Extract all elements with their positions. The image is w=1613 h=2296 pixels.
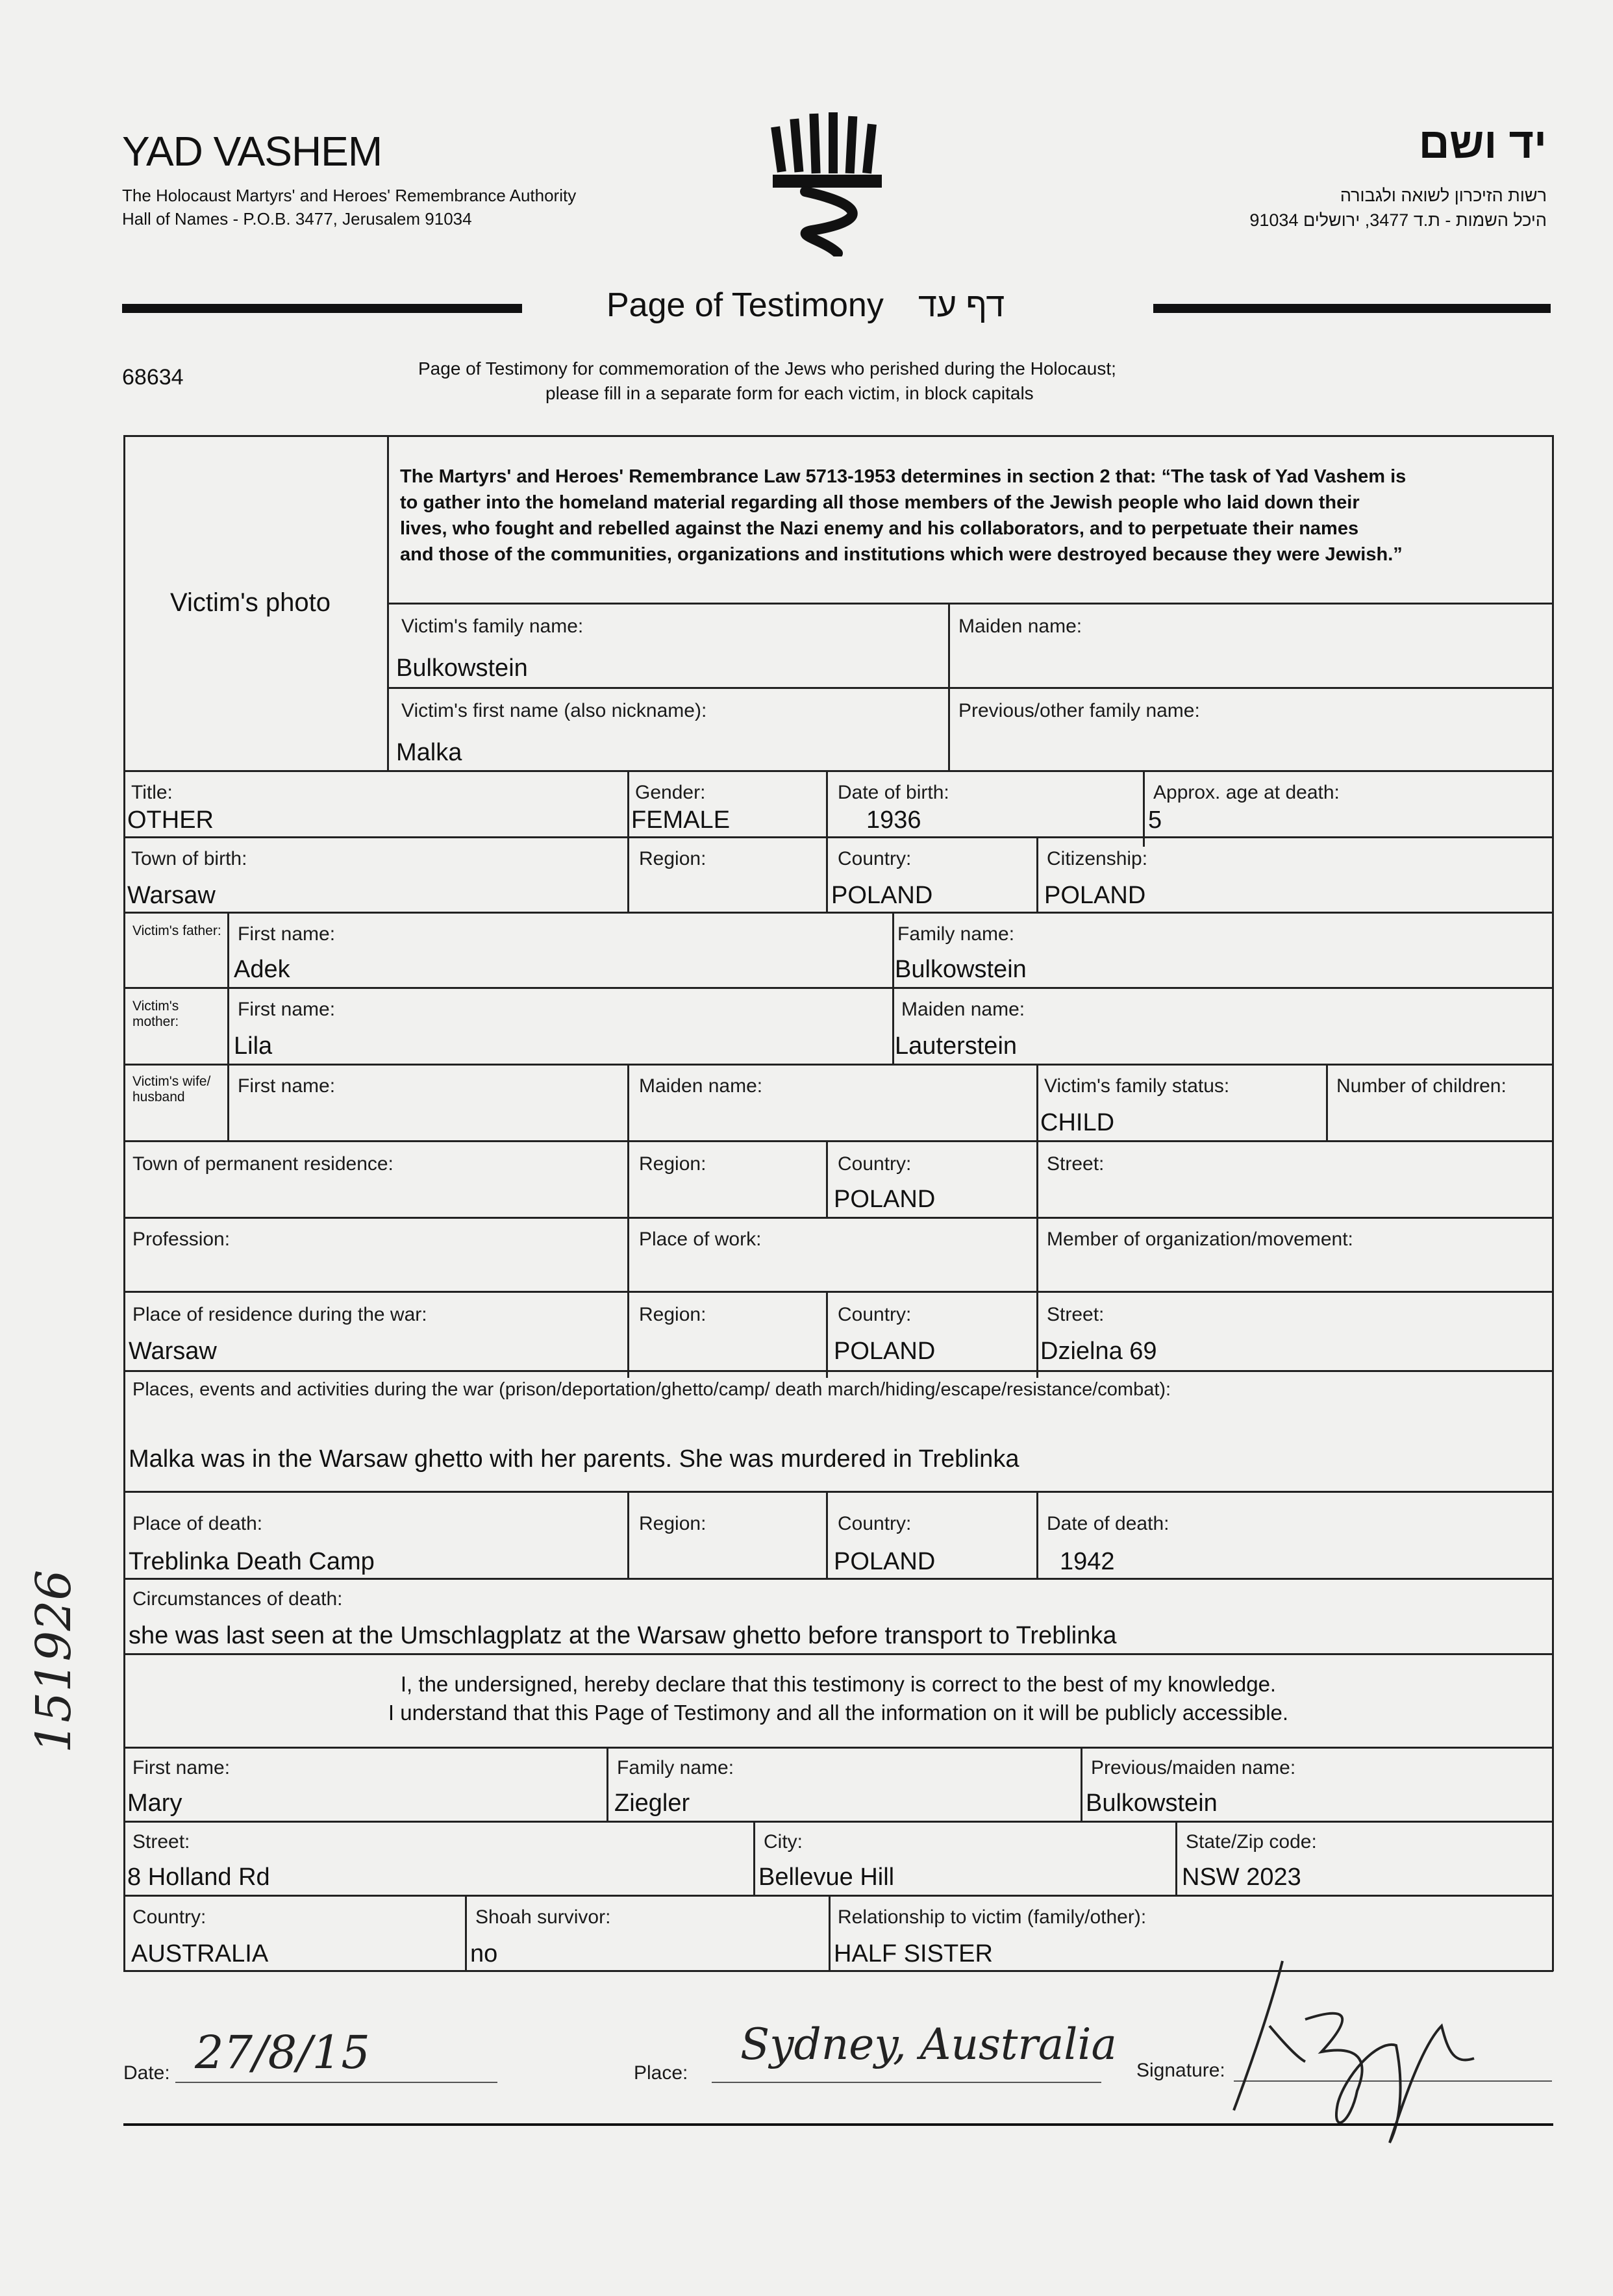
place-of-work-label: Place of work:: [639, 1229, 762, 1250]
war-street-label: Street:: [1047, 1304, 1105, 1325]
form-title: Page of Testimony: [606, 286, 884, 324]
father-first-name[interactable]: Adek: [234, 956, 290, 983]
birth-country-label: Country:: [838, 848, 912, 869]
relationship-label: Relationship to victim (family/other):: [838, 1906, 1147, 1928]
war-country-value[interactable]: POLAND: [834, 1338, 936, 1365]
org-name: YAD VASHEM: [122, 128, 382, 175]
submitter-street-label: Street:: [132, 1831, 190, 1853]
age-at-death-label: Approx. age at death:: [1153, 782, 1340, 803]
war-events-value[interactable]: Malka was in the Warsaw ghetto with her parents. She was murdered in Treblinka: [129, 1445, 1019, 1473]
law-text-line-1: The Martyrs' and Heroes' Remembrance Law 5713-1953 determines in section 2 that: “The task of Yad Vashem is: [400, 466, 1407, 487]
profession-label: Profession:: [132, 1229, 231, 1250]
footer-place-handwritten[interactable]: Sydney, Australia: [740, 2019, 1117, 2069]
law-text: [400, 464, 1543, 568]
hebrew-org-name: יד ושם: [1418, 119, 1547, 167]
instructions-line-1: Page of Testimony for commemoration of the Jews who perished during the Holocaust;: [418, 358, 1116, 379]
declaration-line-2: I understand that this Page of Testimony and all the information on it will be publicly accessible.: [388, 1701, 1289, 1725]
footer-rule: [123, 2123, 1553, 2126]
footer-date-handwritten[interactable]: 27/8/15: [195, 2026, 370, 2079]
submitter-family-name[interactable]: Ziegler: [614, 1790, 690, 1817]
submitter-previous-name-label: Previous/maiden name:: [1091, 1757, 1296, 1778]
residence-street-label: Street:: [1047, 1153, 1105, 1175]
residence-country-label: Country:: [838, 1153, 912, 1175]
submitter-previous-name[interactable]: Bulkowstein: [1086, 1790, 1218, 1817]
header-rule-right: [1153, 304, 1551, 313]
date-of-death-label: Date of death:: [1047, 1513, 1169, 1534]
birth-region-label: Region:: [639, 848, 706, 869]
place-of-death-value[interactable]: Treblinka Death Camp: [129, 1548, 375, 1575]
citizenship-value[interactable]: POLAND: [1044, 882, 1146, 909]
spouse-maiden-name-label: Maiden name:: [639, 1075, 763, 1097]
victim-family-name-label: Victim's family name:: [401, 616, 584, 637]
spouse-row-label: Victim's wife/ husband: [132, 1074, 211, 1104]
law-text-line-3: lives, who fought and rebelled against the Nazi enemy and his collaborators, and to perpetuate their names: [400, 518, 1359, 539]
submitter-state[interactable]: NSW 2023: [1182, 1864, 1301, 1891]
form-number: 68634: [122, 365, 184, 390]
death-region-label: Region:: [639, 1513, 706, 1534]
war-events-label: Places, events and activities during the war (prison/deportation/ghetto/camp/ death march/hiding/escape/resistance/combat):: [132, 1379, 1171, 1400]
org-address: Hall of Names - P.O.B. 3477, Jerusalem 91034: [122, 209, 472, 229]
town-of-birth-value[interactable]: Warsaw: [127, 882, 216, 909]
title-label: Title:: [131, 782, 173, 803]
victim-photo-label: Victim's photo: [170, 588, 331, 617]
place-of-death-label: Place of death:: [132, 1513, 263, 1534]
death-country-value[interactable]: POLAND: [834, 1548, 936, 1575]
submitter-first-name-label: First name:: [132, 1757, 231, 1778]
org-subtitle: The Holocaust Martyrs' and Heroes' Remembrance Authority: [122, 186, 577, 205]
submitter-family-name-label: Family name:: [617, 1757, 734, 1778]
war-residence-value[interactable]: Warsaw: [129, 1338, 217, 1365]
war-country-label: Country:: [838, 1304, 912, 1325]
dob-label: Date of birth:: [838, 782, 949, 803]
footer-place-label: Place:: [634, 2062, 688, 2084]
law-text-line-4: and those of the communities, organizations and institutions which were destroyed because they were Jewish.”: [400, 544, 1403, 565]
number-of-children-label: Number of children:: [1336, 1075, 1507, 1097]
victim-previous-family-name-label: Previous/other family name:: [958, 700, 1200, 721]
war-street-value[interactable]: Dzielna 69: [1040, 1338, 1157, 1365]
organization-label: Member of organization/movement:: [1047, 1229, 1353, 1250]
victim-family-name[interactable]: Bulkowstein: [396, 655, 528, 682]
permanent-residence-label: Town of permanent residence:: [132, 1153, 394, 1175]
spouse-first-name-label: First name:: [238, 1075, 336, 1097]
town-of-birth-label: Town of birth:: [131, 848, 247, 869]
submitter-state-label: State/Zip code:: [1186, 1831, 1317, 1853]
victim-first-name-label: Victim's first name (also nickname):: [401, 700, 707, 721]
hebrew-address: היכל השמות - ת.ד 3477, ירושלים 91034: [1249, 210, 1547, 230]
residence-country-value[interactable]: POLAND: [834, 1186, 936, 1213]
mother-row-label: Victim's mother:: [132, 999, 179, 1029]
declaration-line-1: I, the undersigned, hereby declare that this testimony is correct to the best of my knowledge.: [400, 1672, 1277, 1696]
submitter-first-name[interactable]: Mary: [127, 1790, 182, 1817]
yad-vashem-logo: [766, 107, 890, 256]
header-rule-left: [122, 304, 522, 313]
shoah-survivor-value[interactable]: no: [470, 1940, 498, 1967]
date-of-death-value[interactable]: 1942: [1060, 1548, 1115, 1575]
family-status-value[interactable]: CHILD: [1040, 1109, 1115, 1136]
war-residence-label: Place of residence during the war:: [132, 1304, 427, 1325]
age-at-death-value[interactable]: 5: [1148, 806, 1162, 834]
margin-record-number: 151926: [26, 1569, 82, 1753]
date-line: [175, 2082, 497, 2083]
circumstances-label: Circumstances of death:: [132, 1588, 343, 1610]
submitter-country[interactable]: AUSTRALIA: [131, 1940, 269, 1967]
footer-signature-label: Signature:: [1136, 2060, 1225, 2081]
hebrew-subtitle: רשות הזיכרון לשואה ולגבורה: [1340, 186, 1547, 205]
father-row-label: Victim's father:: [132, 923, 221, 938]
mother-first-name[interactable]: Lila: [234, 1032, 273, 1060]
birth-country-value[interactable]: POLAND: [831, 882, 933, 909]
war-region-label: Region:: [639, 1304, 706, 1325]
submitter-city-label: City:: [764, 1831, 803, 1853]
father-first-name-label: First name:: [238, 923, 336, 945]
gender-value[interactable]: FEMALE: [631, 806, 731, 834]
father-family-name[interactable]: Bulkowstein: [895, 956, 1027, 983]
shoah-survivor-label: Shoah survivor:: [475, 1906, 611, 1928]
mother-first-name-label: First name:: [238, 999, 336, 1020]
submitter-street[interactable]: 8 Holland Rd: [127, 1864, 270, 1891]
title-value[interactable]: OTHER: [127, 806, 214, 834]
submitter-country-label: Country:: [132, 1906, 206, 1928]
declaration: [123, 1670, 1553, 1727]
footer-date-label: Date:: [123, 2062, 170, 2084]
victim-maiden-name-label: Maiden name:: [958, 616, 1082, 637]
citizenship-label: Citizenship:: [1047, 848, 1148, 869]
place-line: [712, 2082, 1101, 2083]
submitter-city[interactable]: Bellevue Hill: [758, 1864, 895, 1891]
law-text-line-2: to gather into the homeland material regarding all those members of the Jewish people who laid down their: [400, 492, 1360, 513]
form-title-hebrew: דף עד: [918, 286, 1005, 324]
victim-first-name[interactable]: Malka: [396, 739, 462, 766]
mother-maiden-name[interactable]: Lauterstein: [895, 1032, 1018, 1060]
dob-value[interactable]: 1936: [866, 806, 921, 834]
father-family-name-label: Family name:: [897, 923, 1015, 945]
instructions-line-2: please fill in a separate form for each victim, in block capitals: [545, 383, 1034, 403]
circumstances-value[interactable]: she was last seen at the Umschlagplatz at the Warsaw ghetto before transport to Treblinka: [129, 1622, 1117, 1649]
mother-maiden-name-label: Maiden name:: [901, 999, 1025, 1020]
residence-region-label: Region:: [639, 1153, 706, 1175]
death-country-label: Country:: [838, 1513, 912, 1534]
family-status-label: Victim's family status:: [1044, 1075, 1230, 1097]
relationship-value[interactable]: HALF SISTER: [834, 1940, 993, 1967]
gender-label: Gender:: [635, 782, 706, 803]
